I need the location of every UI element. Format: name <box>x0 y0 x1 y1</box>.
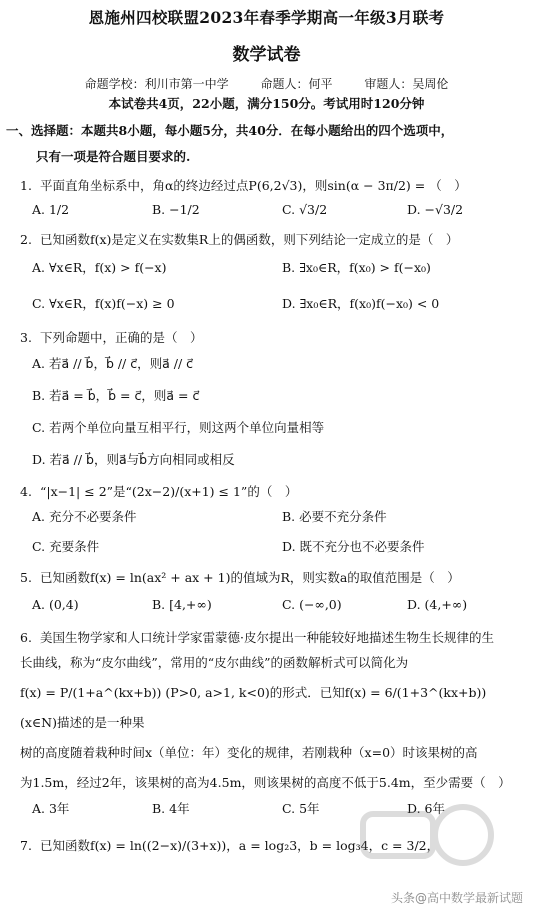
option-a[interactable]: A. ∀x∈R，f(x) > f(−x) <box>32 260 167 275</box>
option-a[interactable]: A. 充分不必要条件 <box>32 509 137 524</box>
question-3 <box>20 328 533 348</box>
question-6-formula-line: f(x) = P/(1+a^(kx+b)) (P>0, a>1, k<0)的形式．已知f(x) = 6/(1+3^(kx+b)) (x∈N)描述的是一种果 <box>20 685 487 730</box>
question-stem: 已知函数f(x) = ln((2−x)/(3+x))，a = log₂3，b = log₃4，c = 3/2， <box>39 838 440 853</box>
question-2 <box>20 230 533 250</box>
option-b[interactable]: B. [4,+∞) <box>152 597 212 612</box>
question-number: 5. <box>20 570 32 585</box>
option-c[interactable]: C. 5年 <box>282 801 320 816</box>
question-3-options <box>32 348 533 476</box>
option-a[interactable]: A. 1/2 <box>32 202 70 217</box>
question-number: 4. <box>20 484 32 499</box>
setter-label: 命题人：何平 <box>260 77 333 91</box>
question-stem: 平面直角坐标系中，角α的终边经过点P(6,2√3)，则sin(α − 3π/2) = （ ） <box>39 178 467 193</box>
exam-title: 恩施州四校联盟2023年春季学期高一年级3月联考 <box>88 8 445 27</box>
question-number: 3. <box>20 330 32 345</box>
section-line-2: 只有一项是符合题目要求的. <box>36 149 191 164</box>
question-6-line: 长曲线，称为“皮尔曲线”，常用的“皮尔曲线”的函数解析式可以简化为 <box>20 655 409 670</box>
option-b[interactable]: B. 4年 <box>152 801 190 816</box>
option-b[interactable]: B. ∃x₀∈R，f(x₀) > f(−x₀) <box>282 260 431 275</box>
question-5 <box>20 568 533 588</box>
option-c[interactable]: C. (−∞,0) <box>282 597 342 612</box>
option-a[interactable]: A. 若a⃗ // b⃗，b⃗ // c⃗，则a⃗ // c⃗ <box>32 356 194 371</box>
exam-subtitle: 数学试卷 <box>232 45 301 65</box>
question-stem: 已知函数f(x) = ln(ax² + ax + 1)的值域为R，则实数a的取值范围是（ ） <box>39 570 460 585</box>
option-d[interactable]: D. 既不充分也不必要条件 <box>282 539 425 554</box>
option-b[interactable]: B. 若a⃗ = b⃗，b⃗ = c⃗，则a⃗ = c⃗ <box>32 388 200 403</box>
option-d[interactable]: D. (4,+∞) <box>407 597 468 612</box>
question-2-options <box>32 250 533 322</box>
reviewer-label: 审题人：吴周伦 <box>364 77 449 91</box>
option-c[interactable]: C. √3/2 <box>282 202 328 217</box>
question-1 <box>20 176 533 196</box>
option-d[interactable]: D. 6年 <box>407 801 445 816</box>
question-6-line: 树的高度随着栽种时间x（单位：年）变化的规律，若刚栽种（x=0）时该果树的高 <box>20 745 478 760</box>
question-stem: 已知函数f(x)是定义在实数集R上的偶函数，则下列结论一定成立的是（ ） <box>39 232 459 247</box>
watermark-text: 头条@高中数学最新试题 <box>390 891 523 905</box>
section-line-1: 一、选择题：本题共8小题，每小题5分，共40分．在每小题给出的四个选项中， <box>6 123 454 138</box>
question-6-line: 为1.5m，经过2年，该果树的高为4.5m，则该果树的高度不低于5.4m，至少需要（ ） <box>20 775 511 790</box>
option-d[interactable]: D. −√3/2 <box>407 202 464 217</box>
question-6 <box>20 628 533 648</box>
question-1-options <box>32 196 533 224</box>
option-d[interactable]: D. ∃x₀∈R，f(x₀)f(−x₀) < 0 <box>282 296 440 311</box>
question-6-body <box>20 648 521 798</box>
watermark-logo-icon <box>353 800 503 870</box>
question-stem: 美国生物学家和人口统计学家雷蒙德·皮尔提出一种能较好地描述生物生长规律的生 <box>39 630 494 645</box>
authors-line <box>0 75 533 92</box>
option-c[interactable]: C. ∀x∈R，f(x)f(−x) ≥ 0 <box>32 296 175 311</box>
option-b[interactable]: B. 必要不充分条件 <box>282 509 387 524</box>
question-number: 7. <box>20 838 32 853</box>
question-5-options <box>32 588 533 622</box>
question-stem: 下列命题中，正确的是（ ） <box>39 330 203 345</box>
question-number: 6. <box>20 630 32 645</box>
option-c[interactable]: C. 充要条件 <box>32 539 100 554</box>
option-d[interactable]: D. 若a⃗ // b⃗，则a⃗与b⃗方向相同或相反 <box>32 452 235 467</box>
question-4-options <box>32 502 533 562</box>
option-a[interactable]: A. 3年 <box>32 801 70 816</box>
question-stem: “|x−1| ≤ 2”是“(2x−2)/(x+1) ≤ 1”的（ ） <box>39 484 298 499</box>
section-heading <box>6 118 533 170</box>
question-4 <box>20 482 533 502</box>
school-label: 命题学校：利川市第一中学 <box>84 77 229 91</box>
option-a[interactable]: A. (0,4) <box>32 597 79 612</box>
question-number: 2. <box>20 232 32 247</box>
question-number: 1. <box>20 178 32 193</box>
option-b[interactable]: B. −1/2 <box>152 202 200 217</box>
option-c[interactable]: C. 若两个单位向量互相平行，则这两个单位向量相等 <box>32 420 325 435</box>
exam-info: 本试卷共4页，22小题，满分150分。考试用时120分钟 <box>108 96 425 111</box>
